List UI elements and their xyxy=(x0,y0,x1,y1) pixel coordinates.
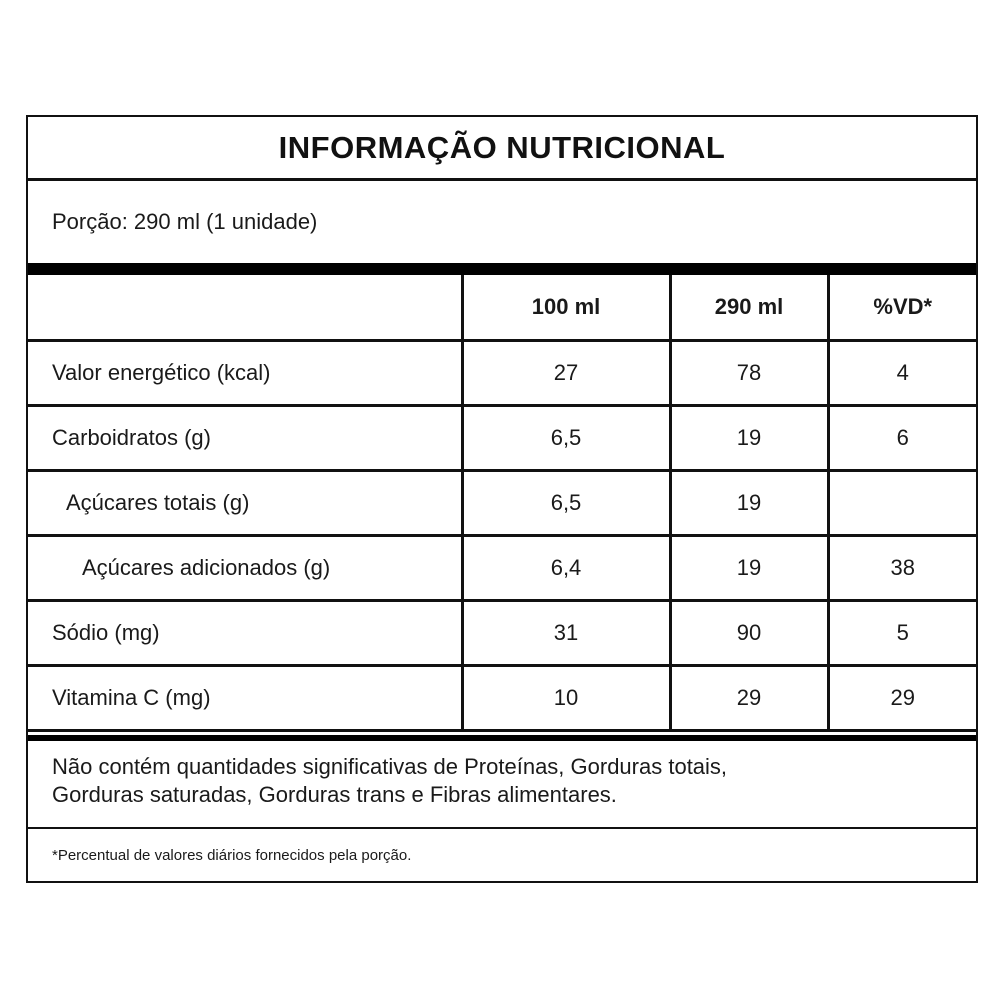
value-100ml: 6,5 xyxy=(462,405,670,470)
table-row xyxy=(28,470,976,535)
value-100ml: 27 xyxy=(462,340,670,405)
table-row xyxy=(28,340,976,405)
value-100ml: 6,5 xyxy=(462,470,670,535)
nutrient-name: Vitamina C (mg) xyxy=(28,665,462,730)
not-significant-note xyxy=(28,741,976,829)
value-290ml: 29 xyxy=(670,665,828,730)
value-vd xyxy=(828,470,976,535)
value-vd: 29 xyxy=(828,665,976,730)
table-row xyxy=(28,535,976,600)
value-290ml: 19 xyxy=(670,535,828,600)
nutrient-name: Valor energético (kcal) xyxy=(28,340,462,405)
table-row xyxy=(28,405,976,470)
table-header-row xyxy=(28,275,976,340)
column-header-nutrient xyxy=(28,275,462,340)
nutrition-table xyxy=(28,275,976,732)
portion-size: Porção: 290 ml (1 unidade) xyxy=(52,209,318,234)
column-header-290ml: 290 ml xyxy=(670,275,828,340)
value-vd: 38 xyxy=(828,535,976,600)
column-header-100ml: 100 ml xyxy=(462,275,670,340)
nutrient-name: Açúcares adicionados (g) xyxy=(28,535,462,600)
value-vd: 6 xyxy=(828,405,976,470)
value-100ml: 6,4 xyxy=(462,535,670,600)
value-100ml: 10 xyxy=(462,665,670,730)
value-290ml: 19 xyxy=(670,405,828,470)
nutrient-name: Açúcares totais (g) xyxy=(28,470,462,535)
note-line-2: Gorduras saturadas, Gorduras trans e Fibras alimentares. xyxy=(52,782,617,807)
label-title: INFORMAÇÃO NUTRICIONAL xyxy=(28,117,976,181)
nutrient-name: Sódio (mg) xyxy=(28,600,462,665)
value-290ml: 90 xyxy=(670,600,828,665)
nutrition-label xyxy=(26,115,978,883)
column-header-vd: %VD* xyxy=(828,275,976,340)
footnote: *Percentual de valores diários fornecidos pela porção. xyxy=(52,846,412,864)
thick-divider xyxy=(28,263,976,275)
value-100ml: 31 xyxy=(462,600,670,665)
table-row xyxy=(28,665,976,730)
table-row xyxy=(28,600,976,665)
value-vd: 4 xyxy=(828,340,976,405)
value-290ml: 78 xyxy=(670,340,828,405)
value-290ml: 19 xyxy=(670,470,828,535)
nutrient-name: Carboidratos (g) xyxy=(28,405,462,470)
value-vd: 5 xyxy=(828,600,976,665)
note-line-1: Não contém quantidades significativas de Proteínas, Gorduras totais, xyxy=(52,754,728,779)
